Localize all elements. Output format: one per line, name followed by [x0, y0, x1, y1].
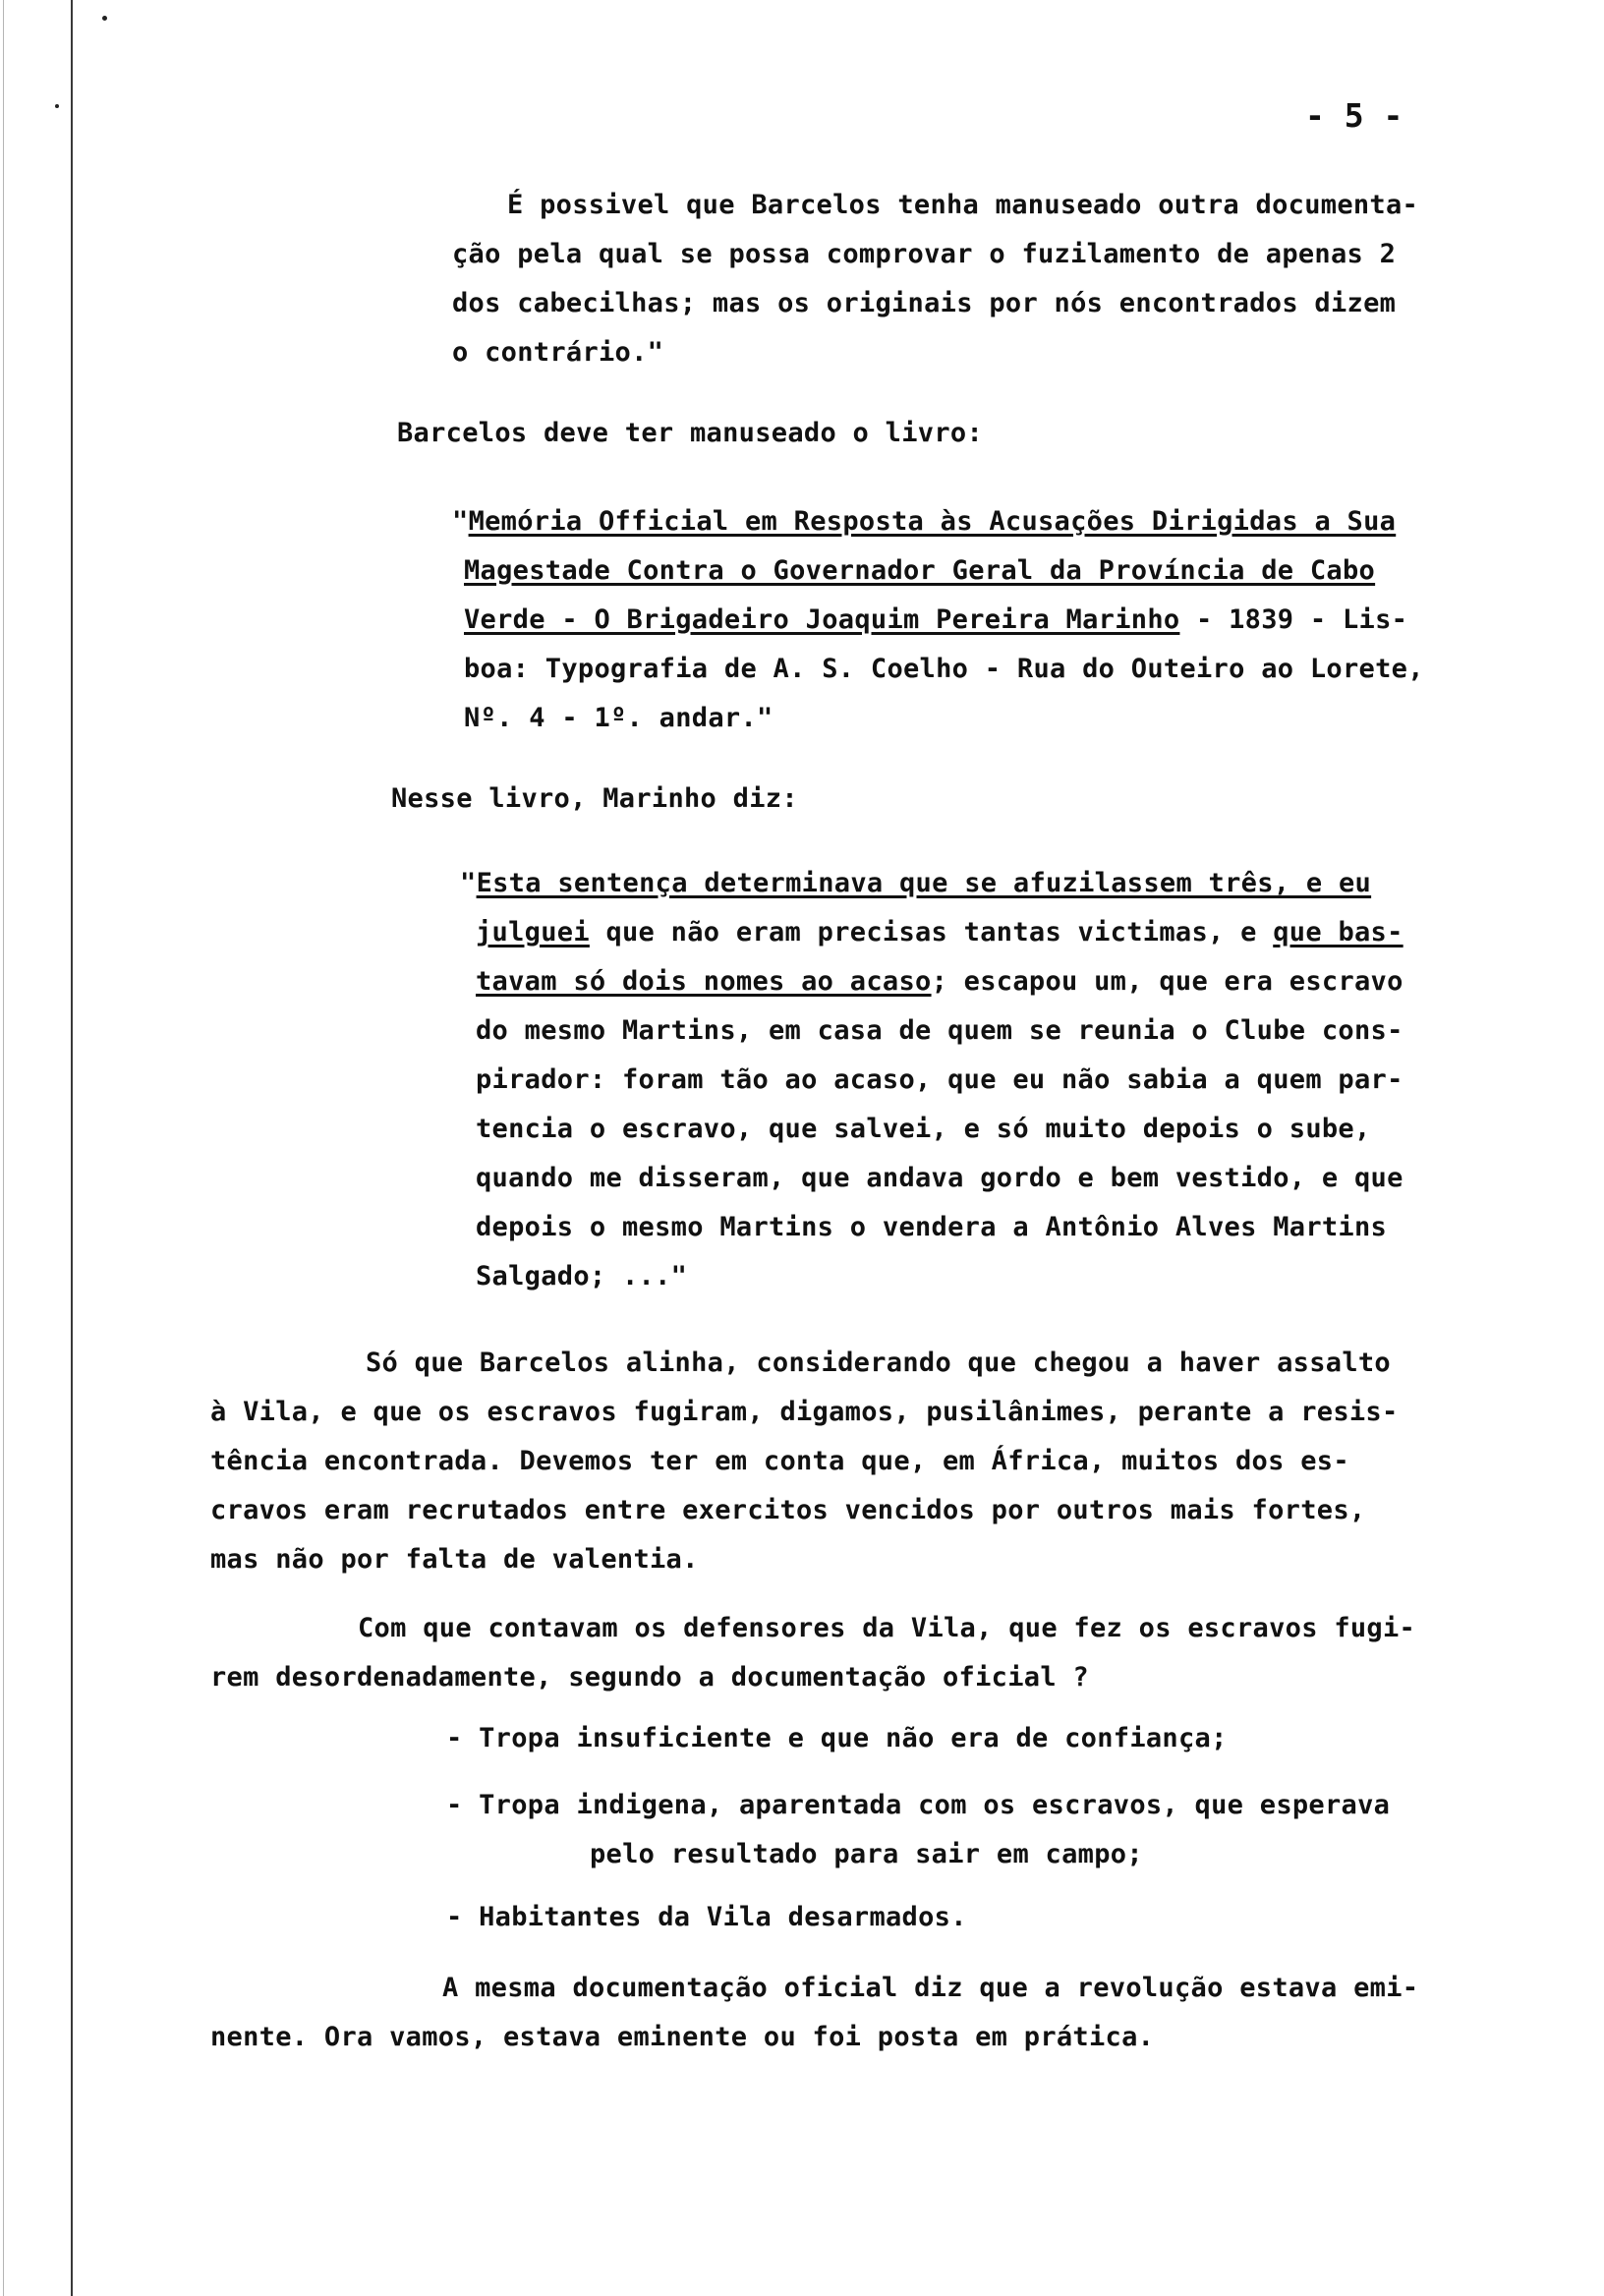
- quote-underlined: julguei: [476, 917, 590, 947]
- quote-underlined: que bas-: [1273, 917, 1404, 947]
- book-citation-text: - 1839 - Lis-: [1179, 604, 1408, 635]
- book-title-underlined: Memória Official em Resposta às Acusações Dirigidas a Sua: [468, 506, 1397, 537]
- intro-quote-line: ção pela qual se possa comprovar o fuzilamento de apenas 2: [452, 239, 1397, 269]
- body-paragraph-line: Com que contavam os defensores da Vila, que fez os escravos fugi-: [358, 1613, 1416, 1643]
- book-citation-line: [464, 554, 1375, 588]
- body-paragraph-line: rem desordenadamente, segundo a documentação oficial ?: [210, 1662, 1089, 1693]
- quote-underlined: tavam só dois nomes ao acaso: [476, 966, 932, 997]
- scan-speck: [55, 104, 59, 108]
- page-number: - 5 -: [1305, 96, 1404, 135]
- scan-edge-line: [3, 0, 4, 2296]
- book-citation-line: boa: Typografia de A. S. Coelho - Rua do Outeiro ao Lorete,: [464, 654, 1424, 684]
- body-paragraph-line: cravos eram recrutados entre exercitos vencidos por outros mais fortes,: [210, 1495, 1366, 1525]
- body-paragraph-line: nente. Ora vamos, estava eminente ou foi posta em prática.: [210, 2022, 1155, 2052]
- intro-quote-line: dos cabecilhas; mas os originais por nós encontrados dizem: [452, 288, 1397, 318]
- intro-quote-line: É possivel que Barcelos tenha manuseado outra documenta-: [507, 190, 1419, 220]
- book-intro: Barcelos deve ter manuseado o livro:: [397, 418, 983, 448]
- marinho-quote-line: tencia o escravo, que salvei, e só muito depois o sube,: [476, 1114, 1371, 1144]
- marinho-quote-line: pirador: foram tão ao acaso, que eu não sabia a quem par-: [476, 1064, 1404, 1095]
- marinho-quote-line: [476, 916, 1404, 949]
- body-paragraph-line: A mesma documentação oficial diz que a revolução estava emi-: [442, 1973, 1419, 2003]
- book-citation-line: [464, 603, 1407, 637]
- book-citation-line: Nº. 4 - 1º. andar.": [464, 703, 773, 733]
- open-quote: ": [460, 868, 477, 898]
- intro-quote-line: o contrário.": [452, 337, 664, 368]
- quote-underlined: Esta sentença determinava que se afuzilassem três, e eu: [476, 868, 1372, 898]
- marinho-quote-line: Salgado; ...": [476, 1261, 688, 1292]
- book-title-underlined: Verde - O Brigadeiro Joaquim Pereira Marinho: [464, 604, 1180, 635]
- left-margin-rule: [71, 0, 73, 2296]
- book-title-underlined: Magestade Contra o Governador Geral da Província de Cabo: [464, 555, 1376, 586]
- marinho-quote-line: quando me disseram, que andava gordo e bem vestido, e que: [476, 1163, 1404, 1193]
- open-quote: ": [452, 506, 469, 537]
- marinho-quote-line: depois o mesmo Martins o vendera a Antônio Alves Martins: [476, 1212, 1388, 1242]
- marinho-intro: Nesse livro, Marinho diz:: [391, 783, 798, 814]
- bullet-item: - Tropa insuficiente e que não era de confiança;: [446, 1723, 1228, 1753]
- body-paragraph-line: à Vila, e que os escravos fugiram, digamos, pusilânimes, perante a resis-: [210, 1397, 1399, 1427]
- marinho-quote-line: [476, 965, 1404, 999]
- body-paragraph-line: mas não por falta de valentia.: [210, 1544, 699, 1575]
- book-citation-line: [452, 505, 1396, 539]
- bullet-item: - Habitantes da Vila desarmados.: [446, 1902, 967, 1932]
- bullet-item-continuation: pelo resultado para sair em campo;: [590, 1839, 1143, 1869]
- quote-text: que não eram precisas tantas victimas, e: [589, 917, 1274, 947]
- quote-text: ; escapou um, que era escravo: [931, 966, 1404, 997]
- body-paragraph-line: tência encontrada. Devemos ter em conta que, em África, muitos dos es-: [210, 1446, 1349, 1476]
- body-paragraph-line: Só que Barcelos alinha, considerando que chegou a haver assalto: [366, 1348, 1391, 1378]
- marinho-quote-line: do mesmo Martins, em casa de quem se reunia o Clube cons-: [476, 1015, 1404, 1046]
- marinho-quote-line: [460, 867, 1371, 900]
- bullet-item: - Tropa indigena, aparentada com os escravos, que esperava: [446, 1790, 1391, 1820]
- scan-speck: [102, 16, 107, 21]
